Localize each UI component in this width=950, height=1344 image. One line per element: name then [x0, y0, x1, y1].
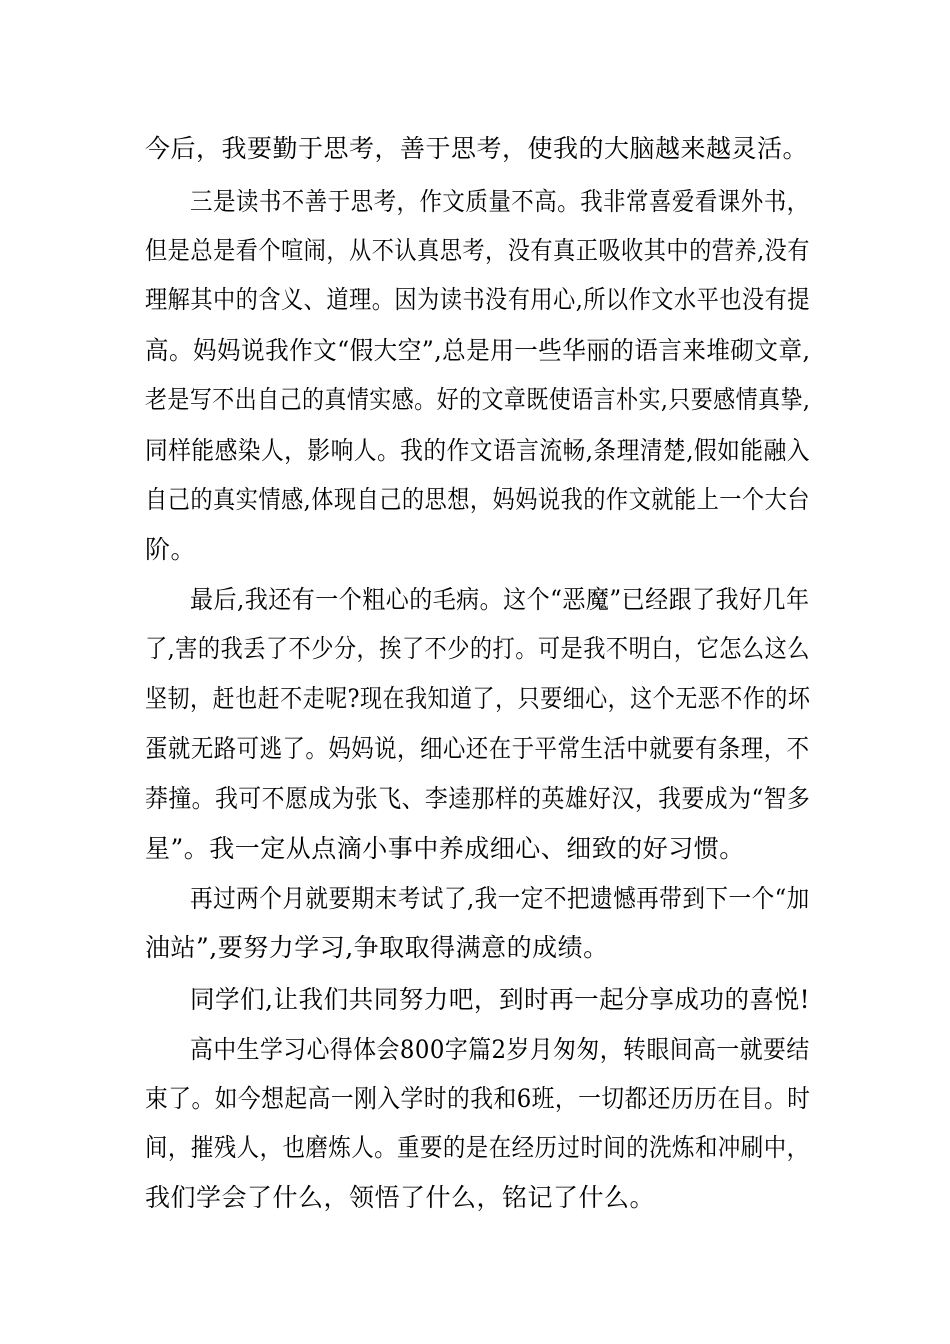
text-line: 但是总是看个喧闹，从不认真思考，没有真正吸收其中的营养,没有	[145, 236, 810, 265]
text-line: 束了。如今想起高一刚入学时的我和6班，一切都还历历在目。时	[145, 1084, 811, 1113]
text-line: 自己的真实情感,体现自己的思想，妈妈说我的作文就能上一个大台	[145, 485, 810, 514]
text-line: 今后，我要勤于思考，善于思考，使我的大脑越来越灵活。	[145, 134, 809, 163]
paragraph-start-line: 三是读书不善于思考，作文质量不高。我非常喜爱看课外书，	[190, 187, 810, 216]
text-line: 莽撞。我可不愿成为张飞、李逵那样的英雄好汉，我要成为“智多	[145, 784, 811, 813]
paragraph-start-line: 最后,我还有一个粗心的毛病。这个“恶魔”已经跟了我好几年	[190, 585, 810, 614]
paragraph-start-line: 同学们,让我们共同努力吧，到时再一起分享成功的喜悦!	[190, 985, 811, 1014]
text-line: 蛋就无路可逃了。妈妈说，细心还在于平常生活中就要有条理，不	[145, 734, 810, 763]
text-line: 理解其中的含义、道理。因为读书没有用心,所以作文水平也没有提	[145, 285, 810, 314]
text-line: 高。妈妈说我作文“假大空”,总是用一些华丽的语言来堆砌文章,	[145, 336, 811, 365]
text-line: 油站”,要努力学习,争取取得满意的成绩。	[145, 933, 609, 962]
text-line: 同样能感染人，影响人。我的作文语言流畅,条理清楚,假如能融入	[145, 436, 810, 465]
text-line: 我们学会了什么，领悟了什么，铭记了什么。	[145, 1183, 656, 1212]
text-line: 星”。我一定从点滴小事中养成细心、细致的好习惯。	[145, 834, 745, 863]
text-line: 阶。	[145, 535, 197, 564]
text-line: 了,害的我丢了不少分，挨了不少的打。可是我不明白，它怎么这么	[145, 634, 810, 663]
paragraph-start-line: 再过两个月就要期末考试了,我一定不把遗憾再带到下一个“加	[190, 884, 810, 913]
paragraph-start-line: 高中生学习心得体会800字篇2岁月匆匆，转眼间高一就要结	[190, 1035, 810, 1064]
text-line: 坚韧，赶也赶不走呢?现在我知道了，只要细心，这个无恶不作的坏	[145, 684, 811, 713]
text-line: 老是写不出自己的真情实感。好的文章既使语言朴实,只要感情真挚,	[145, 385, 811, 414]
text-line: 间，摧残人，也磨炼人。重要的是在经历过时间的洗炼和冲刷中，	[145, 1133, 810, 1162]
